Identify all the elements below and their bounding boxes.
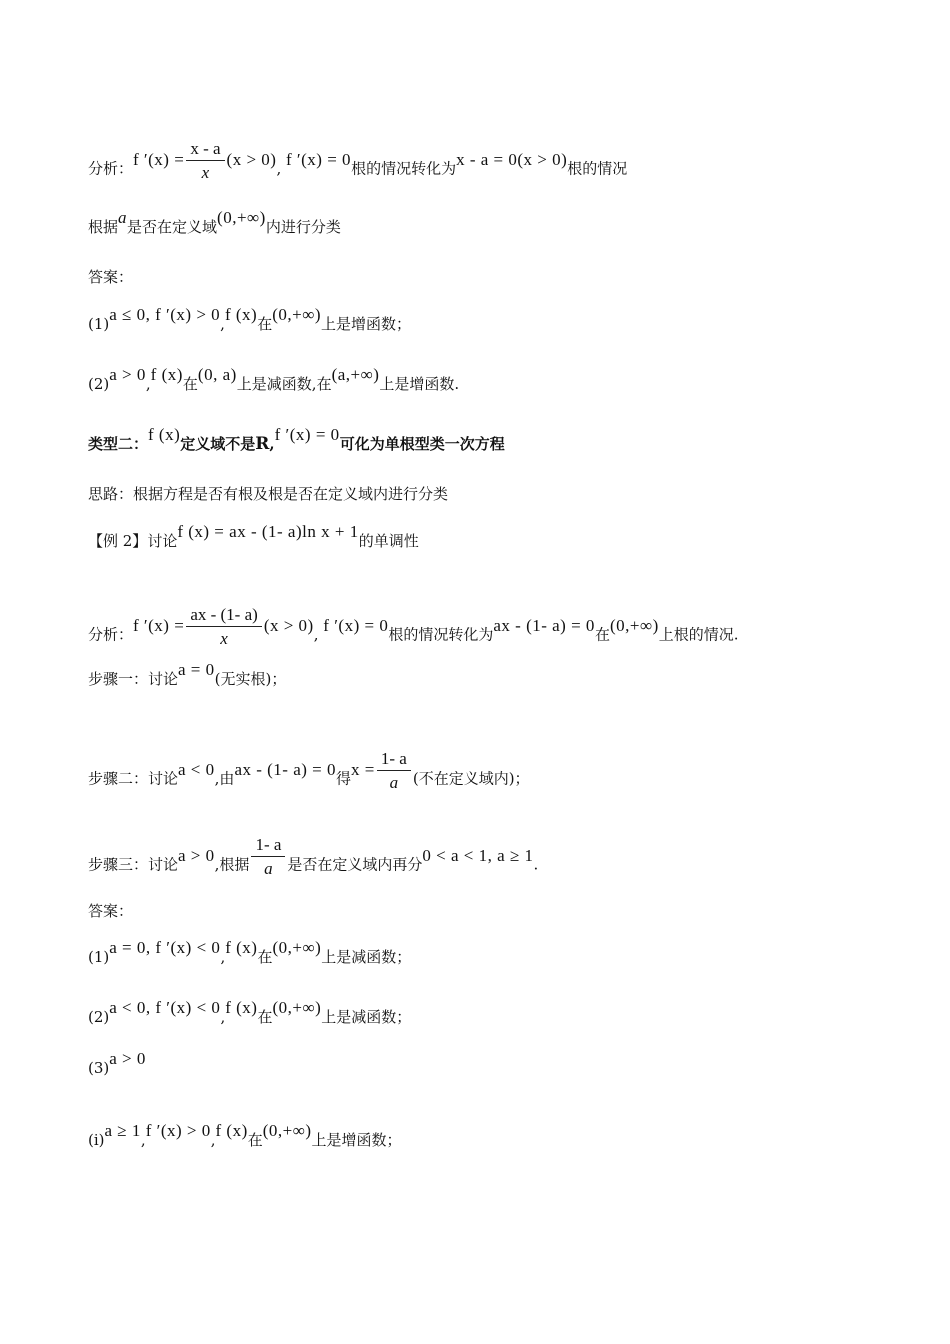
fraction-numerator: 1- a [251,834,285,857]
interval-2: (a,+∞) [331,365,380,384]
real-set-r: R [255,434,270,454]
example-2 [88,522,419,551]
analysis-label: 分析： [88,625,134,644]
item-number: (1) [88,315,110,333]
function-fx: f (x) [225,938,258,957]
fraction-denominator: x [220,629,228,648]
derivative-zero-eq: f ′(x) = 0 [323,615,389,635]
analysis-label: 分析： [88,159,134,178]
answer-item [88,1121,402,1150]
text-zai: 在 [257,1008,273,1026]
text-zai: 在 [182,375,198,393]
analysis-text: 根的情况转化为 [351,159,457,178]
step-text-2: 是否在定义域内再分 [287,855,423,874]
answer-item [88,305,411,334]
text-zai: 在 [594,625,610,644]
step-one [88,660,287,689]
fraction-numerator: 1- a [377,748,411,771]
separator: , [140,1131,146,1149]
answer-label: 答案： [88,268,134,286]
step-three [88,835,539,889]
derivative-fraction [186,138,224,185]
item-condition: a ≤ 0, f ′(x) > 0 [109,305,221,324]
separator: , [220,1008,226,1026]
derivative-zero-eq: f ′(x) = 0 [274,425,340,444]
step-condition: a > 0 [178,845,215,865]
interval: (0,+∞) [609,615,659,635]
item-number: (3) [88,1059,110,1077]
item-condition: a > 0 [109,365,146,384]
item-result: 上是减函数； [321,948,412,966]
item-number: (2) [88,375,110,393]
function-fx: f (x) [215,1121,248,1140]
heading-text: 定义域不是 [180,435,256,453]
step-label: 步骤二：讨论 [88,769,179,788]
domain-condition: (x > 0) [263,615,314,635]
interval: (0,+∞) [217,208,266,227]
fraction-denominator: a [264,859,273,878]
derivative-fraction [186,604,262,651]
example-text: 讨论 [147,532,178,550]
type-label: 类型二： [88,435,149,453]
fraction-numerator: ax - (1- a) [186,604,262,627]
item-number: (1) [88,948,110,966]
step-condition: a < 0 [178,759,215,779]
separator: , [220,948,226,966]
example-function: f (x) = ax - (1- a)ln x + 1 [177,522,359,541]
variable-a: a [118,208,128,227]
separator: , [220,315,225,333]
interval: (0,+∞) [272,938,322,957]
fraction-denominator: x [201,163,210,182]
type-two-heading [88,425,505,454]
answer-item [88,365,460,394]
step-text-2: (不在定义域内)； [412,769,530,788]
item-result: 上是增函数； [320,315,411,333]
function-fx: f (x) [148,425,181,444]
separator: , [145,375,151,393]
analysis-text-end: 上根的情况. [658,625,739,644]
step-equation: ax - (1- a) = 0 [234,759,337,779]
step-label: 步骤一：讨论 [88,670,179,688]
analysis-1 [88,139,628,193]
item-condition: a ≥ 1 [104,1121,141,1140]
text-zai: 在 [257,315,273,333]
function-fx: f (x) [225,998,258,1017]
analysis-2 [88,605,739,659]
classify-text-2: 是否在定义域 [127,218,218,236]
derivative-lhs: f ′(x) = [133,149,185,169]
item-number: (2) [88,1008,110,1026]
root-fraction [251,834,285,881]
answer-label: 答案： [88,902,134,920]
interval: (0,+∞) [272,305,321,324]
separator: , [269,435,275,453]
answer-item [88,1049,146,1078]
classify-line [88,208,341,237]
item-result: 上是减函数； [321,1008,412,1026]
function-fx: f (x) [150,365,183,384]
root-lhs: x = [351,759,375,779]
item-condition: a > 0 [109,1049,146,1068]
item-condition: a = 0, f ′(x) < 0 [109,938,221,957]
item-result-2: 上是增函数. [379,375,460,393]
step-condition: a = 0 [178,660,215,679]
analysis-text: 根的情况转化为 [388,625,494,644]
root-equation: x - a = 0(x > 0) [456,149,568,169]
classify-text: 根据 [88,218,119,236]
example-text-2: 的单调性 [358,532,419,550]
step-label: 步骤三：讨论 [88,855,179,874]
example-label: 【例 2】 [88,532,148,550]
fraction-denominator: a [389,773,399,792]
separator: , [276,159,282,178]
step-two [88,749,530,803]
step-text: (无实根)； [214,670,287,688]
classify-text-3: 内进行分类 [265,218,341,236]
step-cases: 0 < a < 1, a ≥ 1 [422,845,534,865]
root-fraction [377,748,411,795]
analysis-text-end: 根的情况 [567,159,628,178]
answer-item [88,998,412,1027]
idea-line: 思路：根据方程是否有根及根是否在定义域内进行分类 [88,485,449,503]
domain-condition: (x > 0) [226,149,277,169]
interval: (0,+∞) [272,998,322,1017]
item-number: (i) [88,1131,105,1149]
item-condition: a < 0, f ′(x) < 0 [109,998,221,1017]
interval: (0,+∞) [262,1121,312,1140]
step-end: . [533,855,539,874]
item-condition-2: f ′(x) > 0 [145,1121,211,1140]
separator-2: , [210,1131,216,1149]
step-text: ,根据 [214,855,250,874]
interval: (0, a) [197,365,237,384]
item-result: 上是减函数,在 [236,375,332,393]
function-fx: f (x) [224,305,258,324]
item-result: 上是增函数； [311,1131,402,1149]
answer-item [88,938,412,967]
separator: , [313,625,319,644]
root-equation: ax - (1- a) = 0 [493,615,595,635]
derivative-zero-eq: f ′(x) = 0 [286,149,352,169]
text-zai: 在 [247,1131,263,1149]
heading-text-2: 可化为单根型类一次方程 [339,435,505,453]
step-text-de: 得 [336,769,352,788]
step-text: ,由 [214,769,235,788]
derivative-lhs: f ′(x) = [133,615,185,635]
text-zai: 在 [257,948,273,966]
fraction-numerator: x - a [186,138,224,161]
